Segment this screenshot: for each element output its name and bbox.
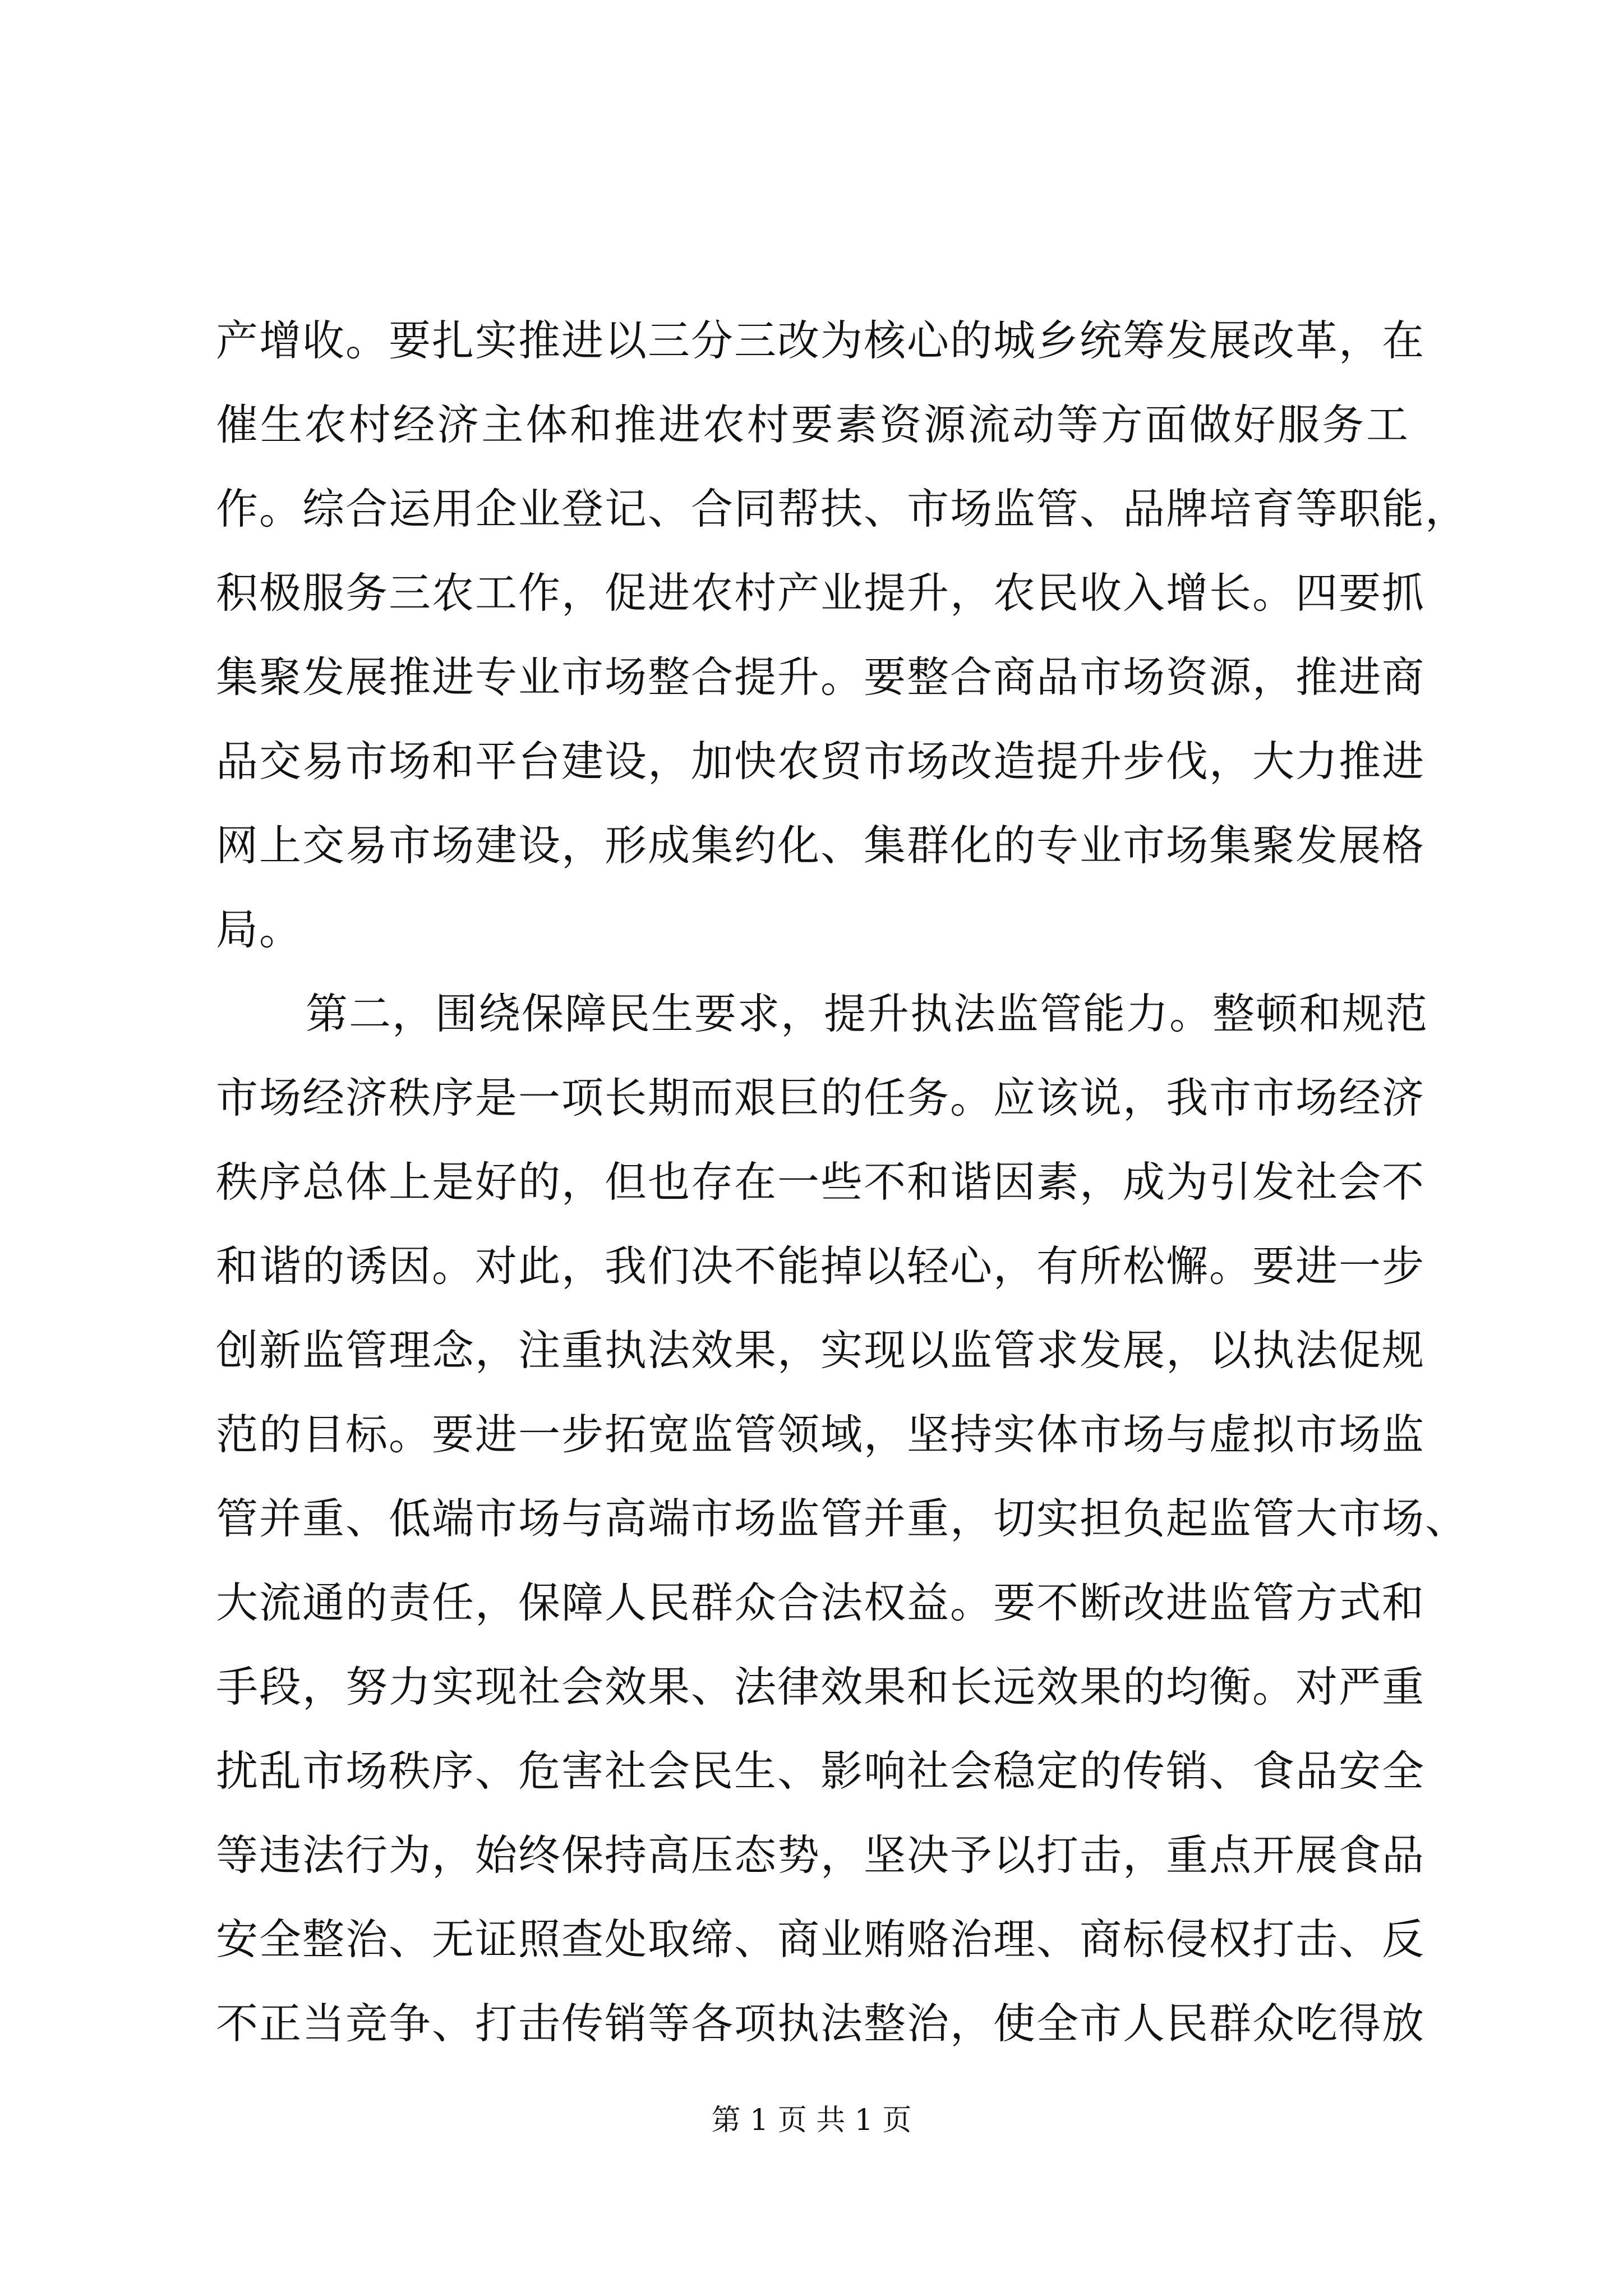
text-line: 网上交易市场建设，形成集约化、集群化的专业市场集聚发展格	[216, 821, 1426, 870]
text-line: 等违法行为，始终保持高压态势，坚决予以打击，重点开展食品	[216, 1830, 1426, 1880]
text-line: 范的目标。要进一步拓宽监管领域，坚持实体市场与虚拟市场监	[216, 1410, 1426, 1459]
text-line: 局。	[216, 905, 303, 954]
text-line: 管并重、低端市场与高端市场监管并重，切实担负起监管大市场、	[216, 1494, 1469, 1543]
text-line: 市场经济秩序是一项长期而艰巨的任务。应该说，我市市场经济	[216, 1073, 1426, 1122]
text-line: 品交易市场和平台建设，加快农贸市场改造提升步伐，大力推进	[216, 737, 1426, 786]
text-line: 积极服务三农工作，促进农村产业提升，农民收入增长。四要抓	[216, 568, 1426, 618]
text-line: 创新监管理念，注重执法效果，实现以监管求发展，以执法促规	[216, 1326, 1426, 1375]
text-line: 和谐的诱因。对此，我们决不能掉以轻心，有所松懈。要进一步	[216, 1241, 1426, 1291]
text-line: 催生农村经济主体和推进农村要素资源流动等方面做好服务工	[216, 400, 1409, 449]
text-line: 扰乱市场秩序、危害社会民生、影响社会稳定的传销、食品安全	[216, 1746, 1426, 1796]
text-line: 秩序总体上是好的，但也存在一些不和谐因素，成为引发社会不	[216, 1157, 1426, 1207]
text-line: 安全整治、无证照查处取缔、商业贿赂治理、商标侵权打击、反	[216, 1915, 1426, 1964]
text-line: 集聚发展推进专业市场整合提升。要整合商品市场资源，推进商	[216, 652, 1426, 702]
text-line: 产增收。要扎实推进以三分三改为核心的城乡统筹发展改革，在	[216, 316, 1426, 365]
text-line: 作。综合运用企业登记、合同帮扶、市场监管、品牌培育等职能，	[216, 484, 1469, 533]
text-line: 不正当竞争、打击传销等各项执法整治，使全市人民群众吃得放	[216, 1999, 1426, 2048]
text-line: 手段，努力实现社会效果、法律效果和长远效果的均衡。对严重	[216, 1662, 1426, 1711]
page-number-footer: 第 1 页 共 1 页	[711, 2104, 912, 2137]
paragraph-start-line: 第二，围绕保障民生要求，提升执法监管能力。整顿和规范	[306, 989, 1429, 1038]
text-line: 大流通的责任，保障人民群众合法权益。要不断改进监管方式和	[216, 1578, 1426, 1627]
